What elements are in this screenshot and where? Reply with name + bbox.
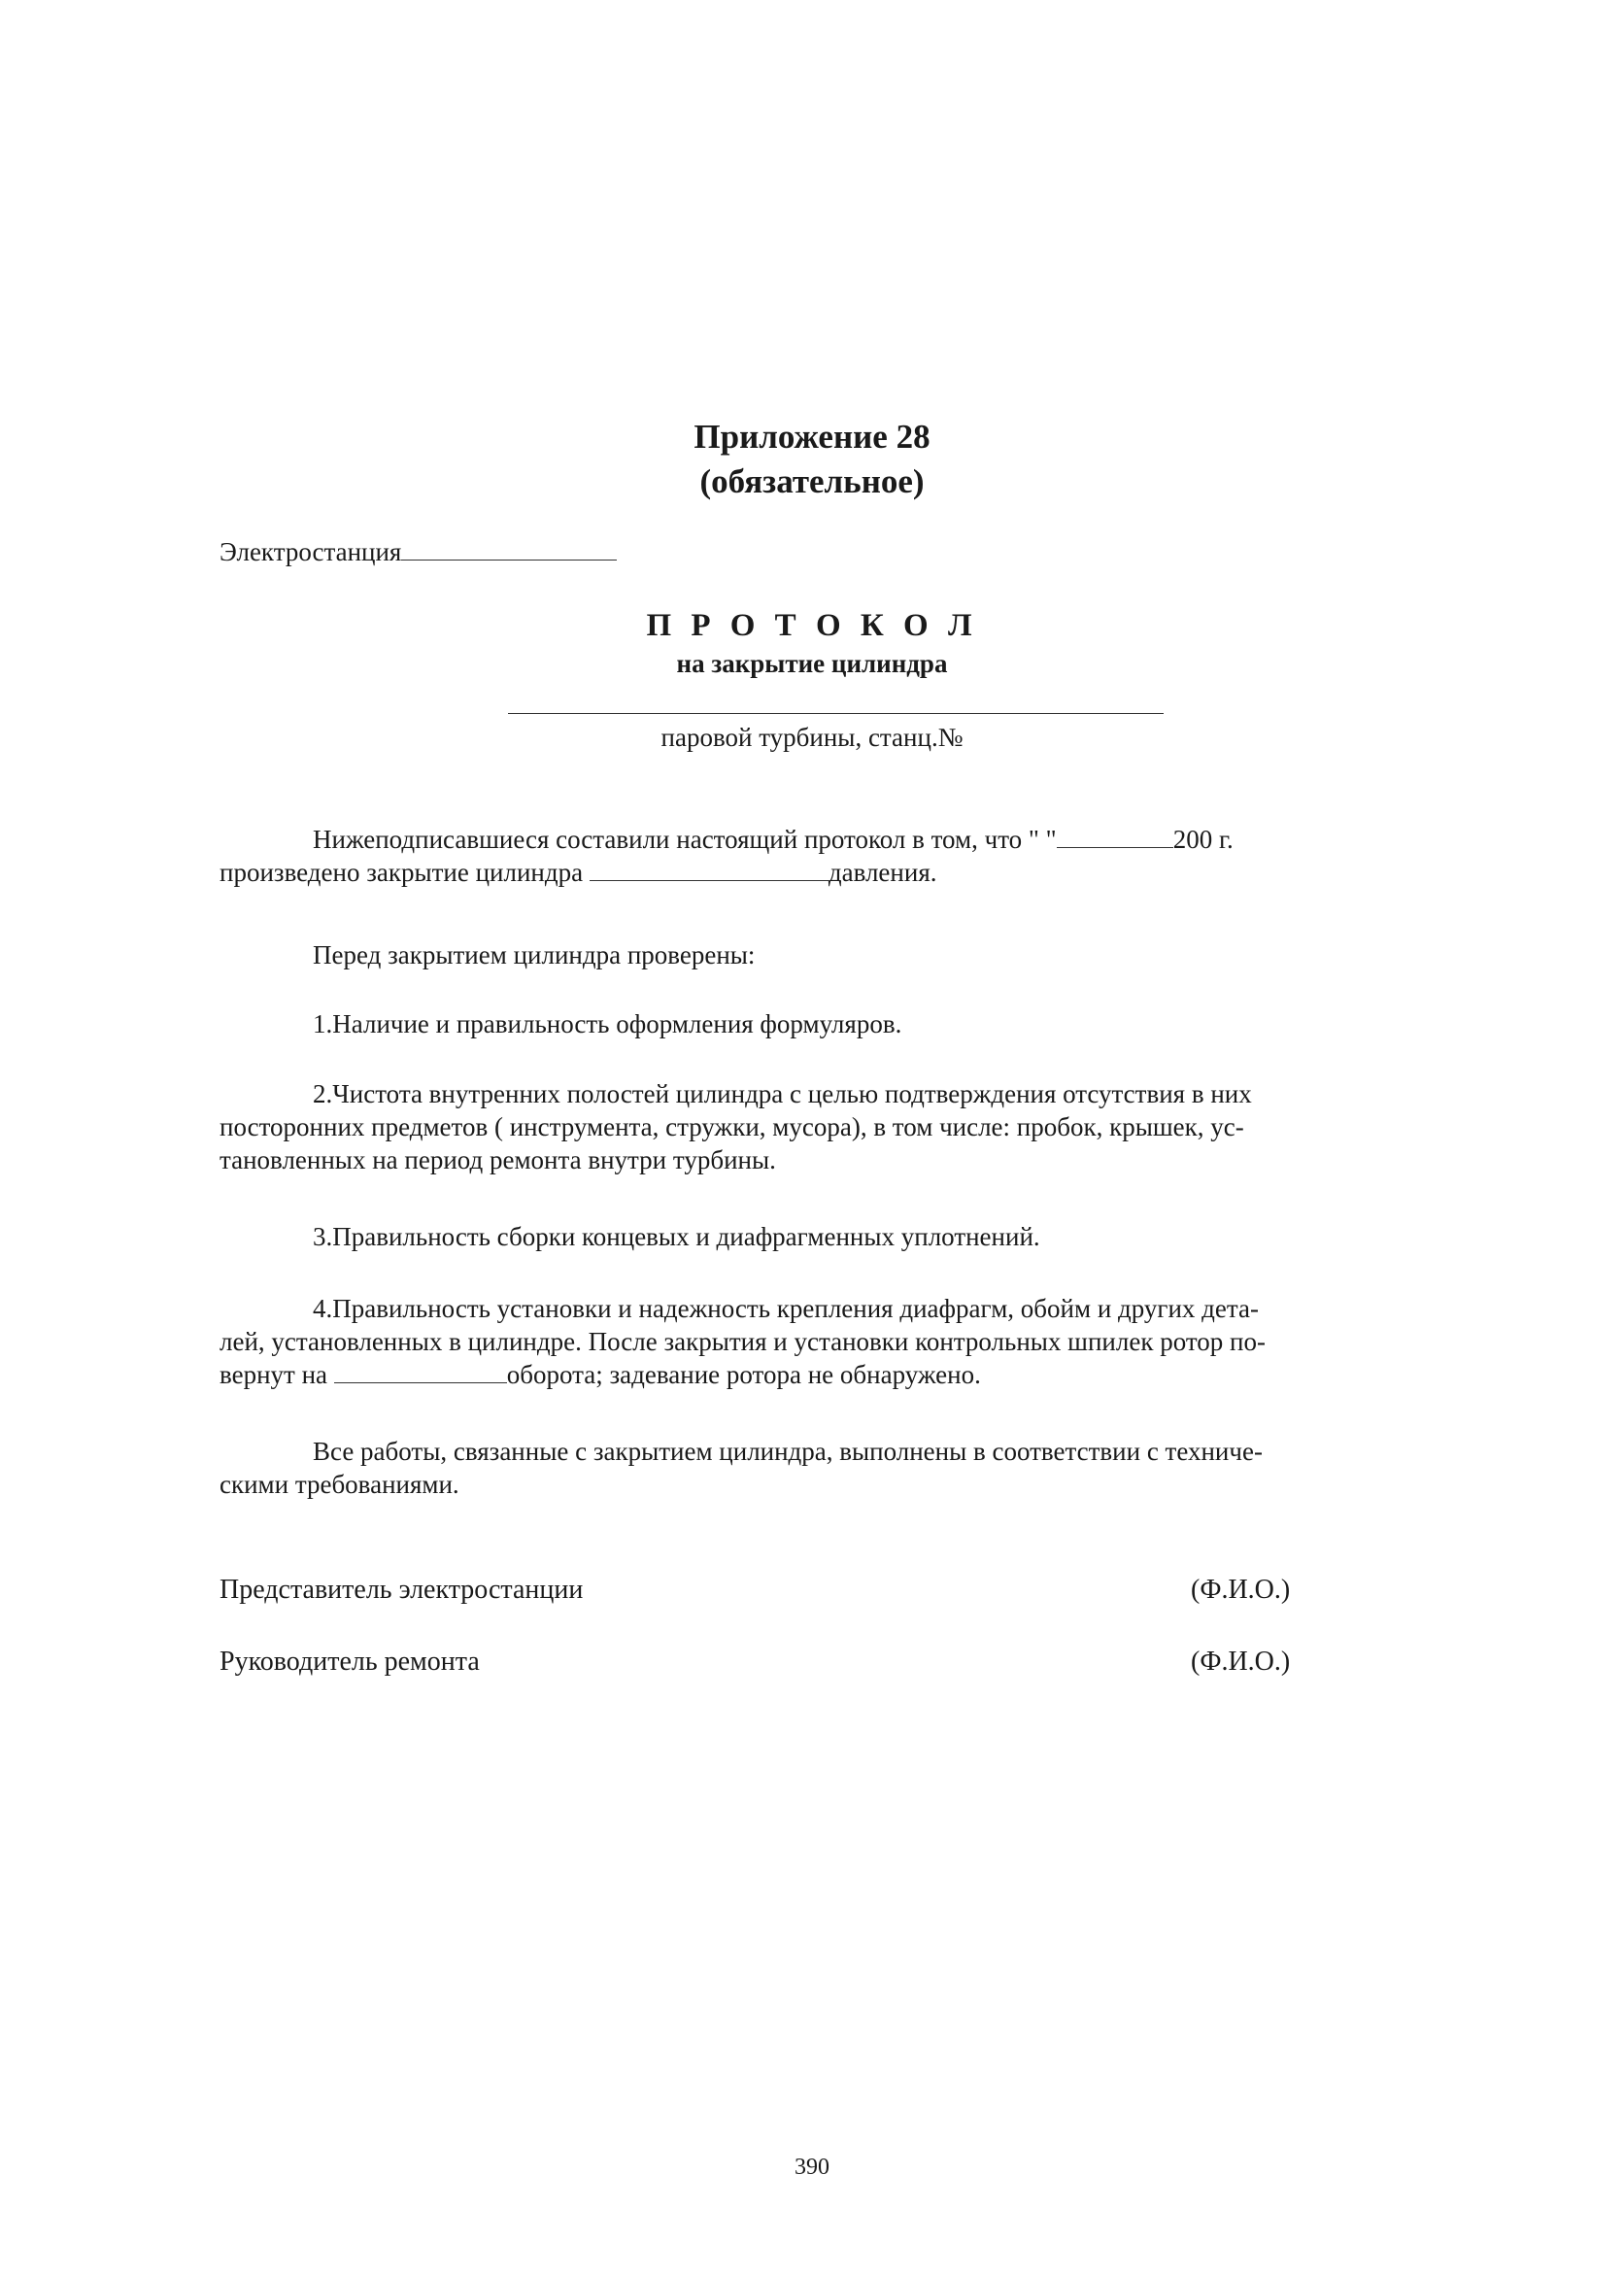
item-4-text-b: оборота; задевание ротора не обнаружено. <box>506 1360 981 1389</box>
appendix-number: Приложение 28 <box>694 418 930 456</box>
conclusion-paragraph <box>220 1435 1404 1501</box>
checked-heading: Перед закрытием цилиндра проверены: <box>313 940 756 969</box>
item-3: 3.Правильность сборки концевых и диафрагменных уплотнений. <box>313 1222 1040 1251</box>
plant-rep-label: Представитель электростанции <box>220 1575 584 1605</box>
plant-rep-fio: (Ф.И.О.) <box>1191 1575 1291 1605</box>
item-2-line-1: 2.Чистота внутренних полостей цилиндра с целью подтверждения отсутствия в них <box>313 1079 1252 1108</box>
item-4-line-2: лей, установленных в цилиндре. После закрытия и установки контрольных шпилек ротор по- <box>220 1327 1266 1356</box>
cylinder-pressure-blank <box>590 861 829 881</box>
intro-paragraph <box>220 823 1404 889</box>
intro-text-2: произведено закрытие цилиндра <box>220 858 584 887</box>
appendix-status: (обязательное) <box>699 462 925 500</box>
protocol-subtitle: на закрытие цилиндра <box>676 649 948 678</box>
turbine-blank-line <box>508 713 1164 714</box>
intro-line-1 <box>220 823 1404 856</box>
item-1: 1.Наличие и правильность оформления формуляров. <box>313 1009 902 1038</box>
power-plant-blank <box>401 540 617 561</box>
conclusion-line-1: Все работы, связанные с закрытием цилиндра, выполнены в соответствии с техниче- <box>313 1437 1263 1466</box>
power-plant-field <box>220 537 617 567</box>
repair-head-fio: (Ф.И.О.) <box>1191 1647 1291 1677</box>
item-2-line-3: тановленных на период ремонта внутри турбины. <box>220 1145 776 1174</box>
rotation-count-blank <box>334 1363 507 1383</box>
turbine-station-label: паровой турбины, станц.№ <box>660 723 964 752</box>
item-2-line-2: посторонних предметов ( инструмента, стружки, мусора), в том числе: пробок, крышек, ус- <box>220 1112 1244 1141</box>
intro-text-1: Нижеподписавшиеся составили настоящий протокол в том, что " " <box>313 825 1057 854</box>
item-4-line-1: 4.Правильность установки и надежность крепления диафрагм, обойм и других дета- <box>313 1294 1260 1323</box>
item-2 <box>220 1077 1404 1176</box>
repair-head-label: Руководитель ремонта <box>220 1647 480 1677</box>
power-plant-label: Электростанция <box>220 537 402 566</box>
date-month-blank <box>1057 828 1173 848</box>
intro-text-3: давления. <box>828 858 937 887</box>
item-4-line-3 <box>220 1358 1404 1391</box>
conclusion-line-2: скими требованиями. <box>220 1470 459 1499</box>
page-number: 390 <box>795 2155 829 2180</box>
item-4 <box>220 1292 1404 1391</box>
item-4-text-a: вернут на <box>220 1360 328 1389</box>
intro-year: 200 г. <box>1172 825 1234 854</box>
protocol-title: П Р О Т О К О Л <box>646 608 978 643</box>
intro-line-2 <box>220 856 1404 889</box>
